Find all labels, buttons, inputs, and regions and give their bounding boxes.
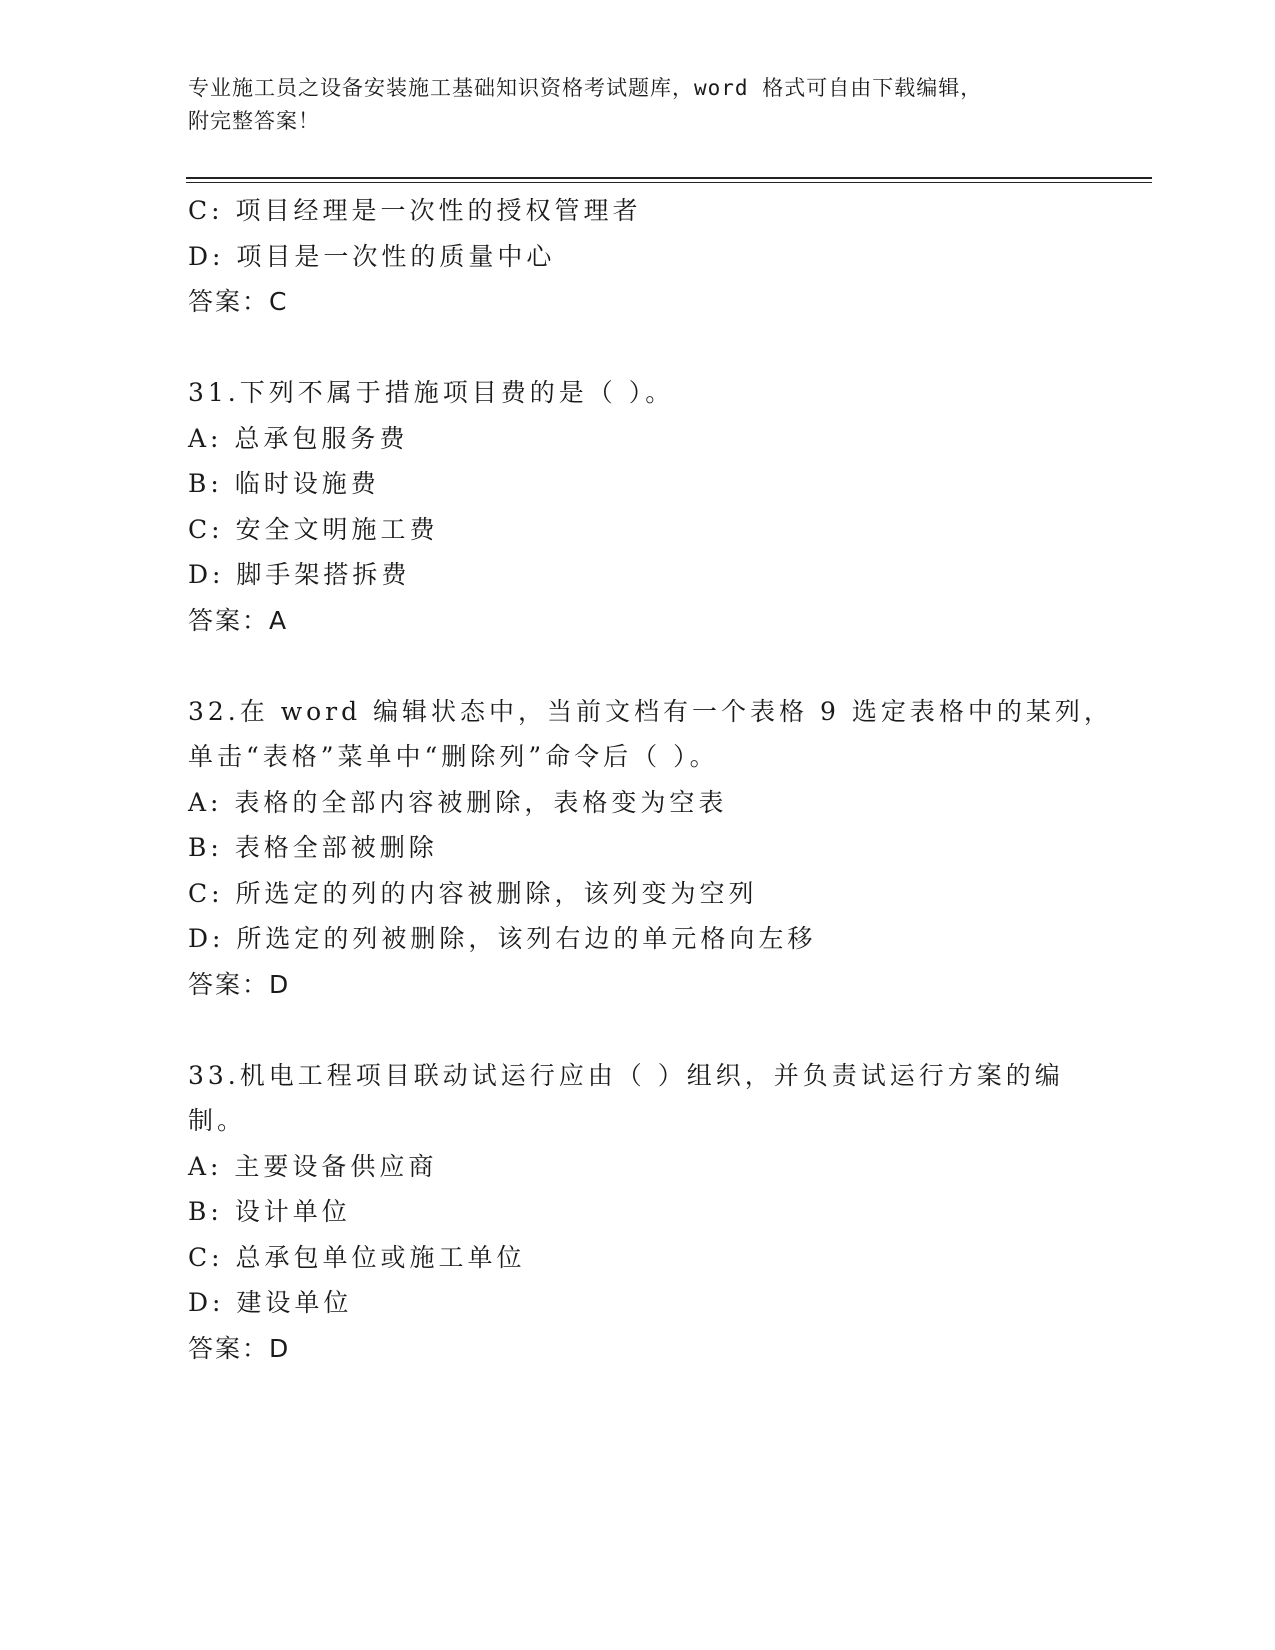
- header-line-2: 附完整答案！: [188, 109, 320, 133]
- answer-line: 答案：A: [188, 605, 289, 635]
- option-c: C: 安全文明施工费: [188, 514, 439, 544]
- option-d: D: 所选定的列被删除，该列右边的单元格向左移: [188, 924, 817, 953]
- carryover-question: [188, 188, 1088, 325]
- option-a: A: 表格的全部内容被删除，表格变为空表: [188, 787, 728, 817]
- question-stem-line-1: 33.机电工程项目联动试运行应由（ ）组织，并负责试运行方案的编: [188, 1060, 1064, 1090]
- option-b: B: 设计单位: [188, 1197, 351, 1226]
- question-stem: 31.下列不属于措施项目费的是（ ）。: [188, 378, 675, 407]
- option-a: A: 主要设备供应商: [188, 1151, 438, 1181]
- option-b: B: 临时设施费: [188, 469, 380, 498]
- answer-line: 答案：D: [188, 969, 291, 999]
- option-a: A: 总承包服务费: [188, 423, 409, 453]
- header-divider-thick: [186, 177, 1152, 179]
- option-c: C: 项目经理是一次性的授权管理者: [188, 196, 642, 225]
- option-d: D: 项目是一次性的质量中心: [188, 241, 556, 271]
- question-32: [188, 689, 1113, 1008]
- answer-line: 答案：D: [188, 1333, 291, 1363]
- question-stem-line-2: 单击“表格”菜单中“删除列”命令后（ ）。: [188, 742, 719, 771]
- question-31: [188, 370, 1088, 643]
- header-divider-thin: [186, 182, 1152, 183]
- option-d: D: 脚手架搭拆费: [188, 560, 411, 589]
- answer-line: 答案：C: [188, 287, 289, 316]
- question-list: [188, 188, 1113, 1371]
- spacer: [188, 1007, 1088, 1053]
- option-c: C: 所选定的列的内容被删除，该列变为空列: [188, 878, 758, 908]
- question-33: [188, 1053, 1088, 1372]
- spacer: [188, 643, 1088, 689]
- option-d: D: 建设单位: [188, 1288, 353, 1317]
- option-b: B: 表格全部被删除: [188, 833, 438, 862]
- header-line-1: 专业施工员之设备安装施工基础知识资格考试题库，word 格式可自由下载编辑，: [188, 76, 983, 100]
- question-stem-line-1: 32.在 word 编辑状态中，当前文档有一个表格 9 选定表格中的某列，: [188, 696, 1113, 726]
- question-stem-line-2: 制。: [188, 1106, 247, 1135]
- option-c: C: 总承包单位或施工单位: [188, 1242, 526, 1272]
- document-header: [188, 72, 1088, 138]
- spacer: [188, 325, 1088, 371]
